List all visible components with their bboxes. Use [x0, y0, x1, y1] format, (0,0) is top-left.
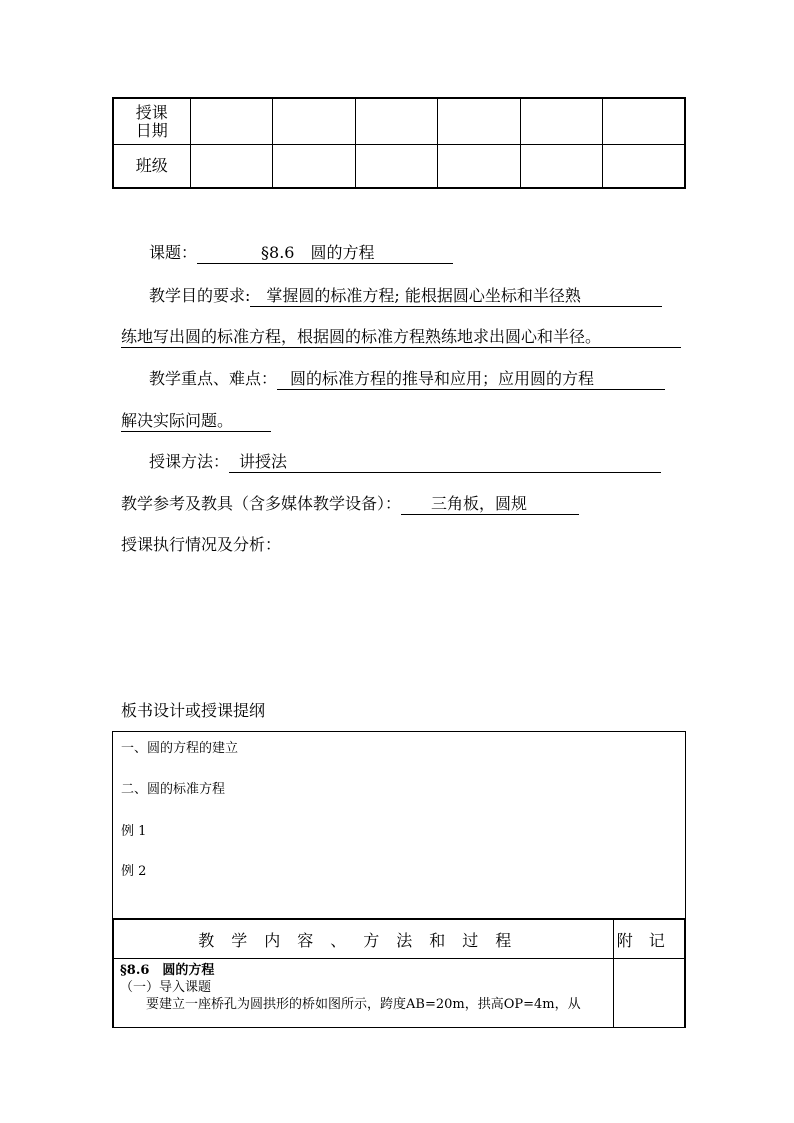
outline-box — [112, 731, 686, 919]
outline-item: 二、圆的标准方程 — [121, 782, 226, 797]
schedule-cell[interactable] — [273, 98, 356, 145]
lesson-title-value: §8.6 圆的方程 — [197, 243, 453, 264]
content-header-side: 附记 — [613, 919, 685, 959]
notes-cell[interactable] — [613, 959, 685, 1028]
content-header-row — [113, 919, 685, 959]
content-paragraph: 要建立一座桥孔为圆拱形的桥如图所示，跨度AB=20m，拱高OP=4m，从 — [146, 997, 581, 1012]
schedule-cell[interactable] — [520, 145, 603, 189]
outline-item: 一、圆的方程的建立 — [121, 741, 239, 756]
key-text-1: 圆的标准方程的推导和应用；应用圆的方程 — [277, 369, 665, 390]
lesson-title-label: 课题： — [149, 243, 198, 262]
method-label: 授课方法： — [149, 452, 230, 471]
goal-text-2: 练地写出圆的标准方程，根据圆的标准方程熟练地求出圆心和半径。 — [121, 327, 681, 348]
schedule-cell[interactable] — [603, 145, 686, 189]
lesson-title-line — [149, 243, 453, 264]
outline-item: 例 1 — [121, 824, 147, 839]
schedule-table — [112, 97, 686, 189]
section-title: §8.6 圆的方程 — [120, 963, 215, 978]
content-body-row — [113, 959, 685, 1028]
schedule-label-date: 授课 日期 — [113, 98, 190, 145]
schedule-cell[interactable] — [190, 145, 273, 189]
key-line-1 — [149, 369, 665, 390]
schedule-cell[interactable] — [603, 98, 686, 145]
goal-line-2 — [121, 327, 681, 348]
schedule-cell[interactable] — [355, 145, 438, 189]
method-line — [149, 452, 661, 473]
tools-value: 三角板，圆规 — [401, 494, 579, 515]
content-body — [113, 959, 613, 1028]
tools-line — [121, 494, 579, 515]
schedule-cell[interactable] — [438, 145, 521, 189]
key-line-2 — [121, 411, 271, 432]
content-table — [112, 918, 686, 1028]
schedule-label-class: 班级 — [113, 145, 190, 189]
goal-label: 教学目的要求: — [149, 286, 251, 305]
schedule-row-class — [113, 145, 685, 189]
schedule-cell[interactable] — [355, 98, 438, 145]
method-value: 讲授法 — [229, 452, 661, 473]
subsection-title: （一）导入课题 — [120, 980, 212, 995]
tools-label: 教学参考及教具（含多媒体教学设备）： — [121, 494, 402, 513]
content-header-main: 教学内容、方法和过程 — [113, 919, 613, 959]
outline-item: 例 2 — [121, 864, 147, 879]
execution-label: 授课执行情况及分析： — [121, 535, 282, 554]
schedule-cell[interactable] — [520, 98, 603, 145]
schedule-cell[interactable] — [190, 98, 273, 145]
schedule-row-date — [113, 98, 685, 145]
goal-text-1: 掌握圆的标准方程; 能根据圆心坐标和半径熟 — [250, 286, 662, 307]
key-label: 教学重点、难点： — [149, 369, 278, 388]
key-text-2: 解决实际问题。 — [121, 411, 271, 432]
goal-line-1 — [149, 286, 662, 307]
schedule-cell[interactable] — [438, 98, 521, 145]
schedule-cell[interactable] — [273, 145, 356, 189]
outline-heading: 板书设计或授课提纲 — [121, 701, 266, 720]
